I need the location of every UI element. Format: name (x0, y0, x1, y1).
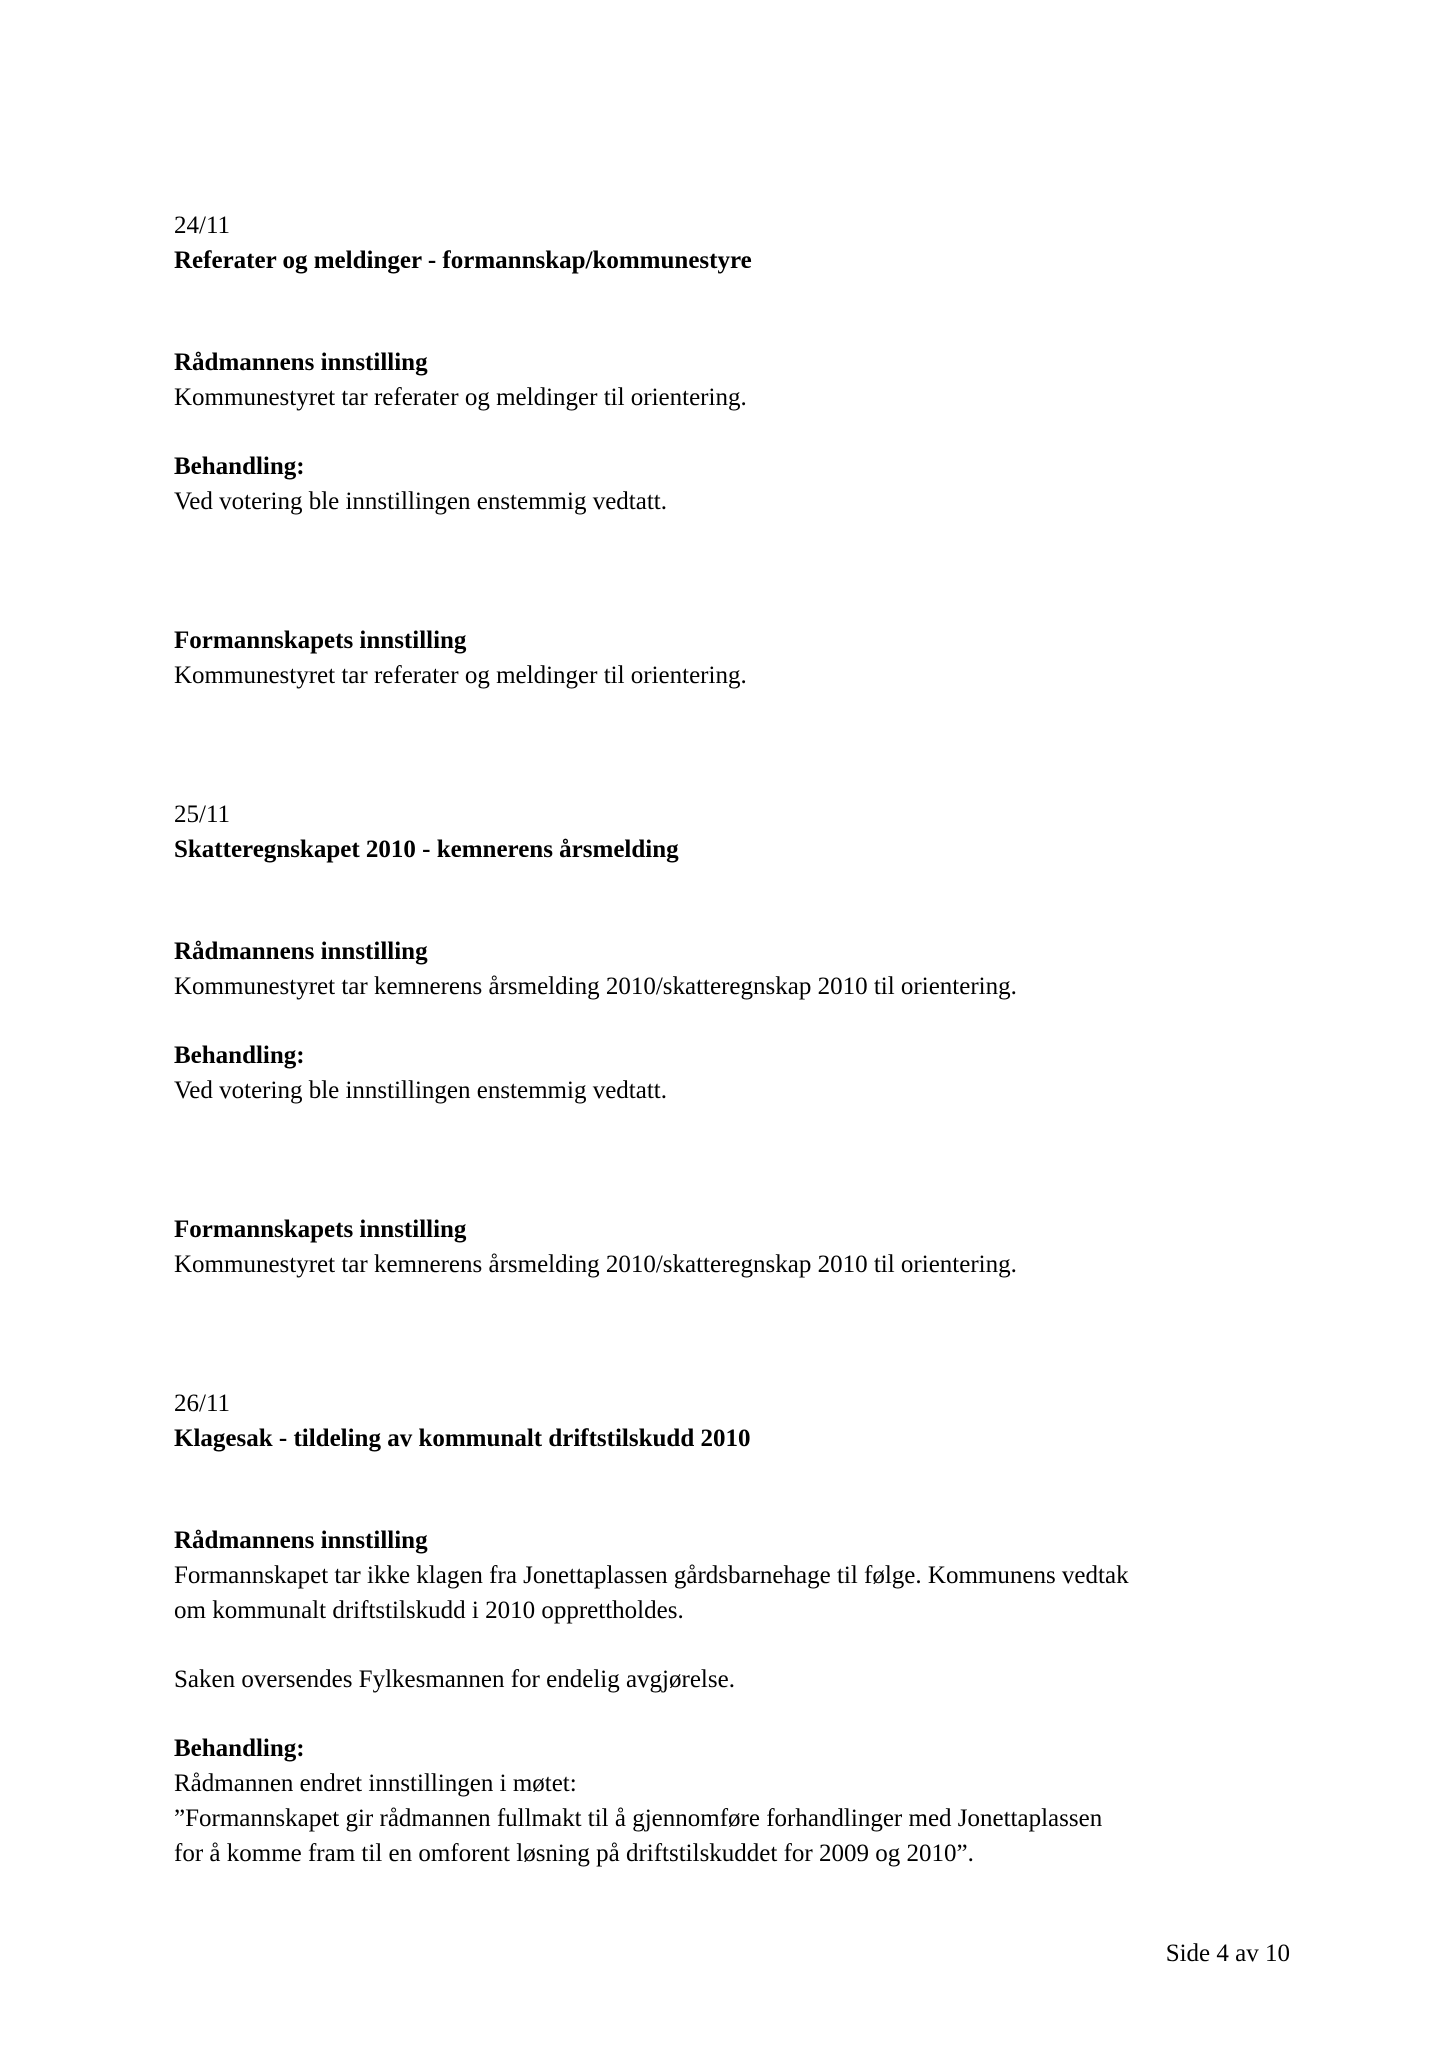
behandling-text: Ved votering ble innstillingen enstemmig vedtatt. (174, 488, 667, 515)
radmann-extra-text: Saken oversendes Fylkesmannen for endelig avgjørelse. (174, 1666, 735, 1693)
case-number: 25/11 (174, 801, 231, 828)
behandling-heading: Behandling: (174, 1735, 305, 1762)
radmann-heading: Rådmannens innstilling (174, 1527, 428, 1554)
case-number: 26/11 (174, 1390, 231, 1417)
formannskap-text: Kommunestyret tar referater og meldinger til orientering. (174, 662, 747, 689)
formannskap-heading: Formannskapets innstilling (174, 1216, 467, 1243)
case-title: Klagesak - tildeling av kommunalt driftstilskudd 2010 (174, 1425, 751, 1452)
case-title: Skatteregnskapet 2010 - kemnerens årsmelding (174, 836, 679, 863)
page-number: Side 4 av 10 (1165, 1940, 1290, 1967)
case-number: 24/11 (174, 212, 231, 239)
radmann-heading: Rådmannens innstilling (174, 349, 428, 376)
behandling-text-line: ”Formannskapet gir rådmannen fullmakt til å gjennomføre forhandlinger med Jonettaplassen (174, 1805, 1103, 1832)
behandling-text: Ved votering ble innstillingen enstemmig vedtatt. (174, 1077, 667, 1104)
behandling-heading: Behandling: (174, 453, 305, 480)
radmann-text-line: Formannskapet tar ikke klagen fra Jonettaplassen gårdsbarnehage til følge. Kommunens vedtak (174, 1562, 1129, 1589)
radmann-text: Kommunestyret tar referater og meldinger til orientering. (174, 384, 747, 411)
radmann-heading: Rådmannens innstilling (174, 938, 428, 965)
formannskap-heading: Formannskapets innstilling (174, 627, 467, 654)
behandling-text-line: for å komme fram til en omforent løsning på driftstilskuddet for 2009 og 2010”. (174, 1840, 974, 1867)
radmann-text-line: om kommunalt driftstilskudd i 2010 opprettholdes. (174, 1597, 684, 1624)
behandling-text-line: Rådmannen endret innstillingen i møtet: (174, 1770, 577, 1797)
radmann-text: Kommunestyret tar kemnerens årsmelding 2010/skatteregnskap 2010 til orientering. (174, 973, 1017, 1000)
case-title: Referater og meldinger - formannskap/kommunestyre (174, 247, 752, 274)
behandling-heading: Behandling: (174, 1042, 305, 1069)
formannskap-text: Kommunestyret tar kemnerens årsmelding 2010/skatteregnskap 2010 til orientering. (174, 1251, 1017, 1278)
